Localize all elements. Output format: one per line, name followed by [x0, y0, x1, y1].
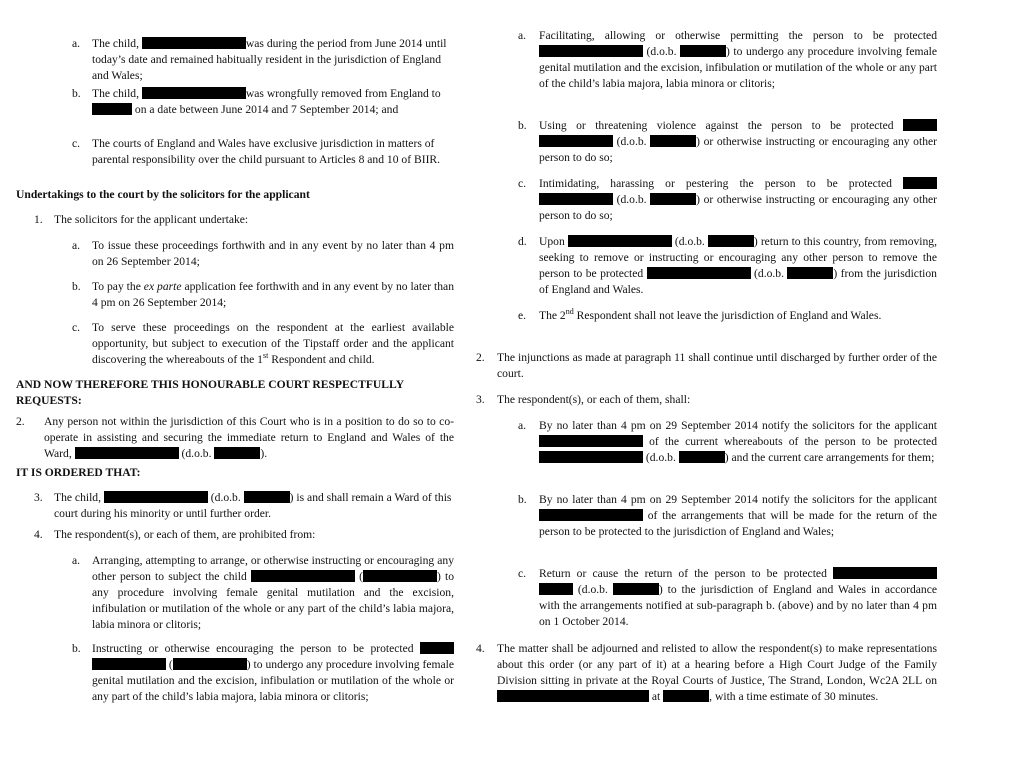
recital-b-text: The child, was wrongfully removed from England to on a date between June 2014 and 7 September 2014; and	[92, 87, 441, 116]
prohibition-cont-a-label: a.	[518, 29, 527, 42]
redaction-bar	[104, 491, 208, 503]
prohibition-cont-a-text: Facilitating, allowing or otherwise permitting the person to be protected (d.o.b. ) to undergo any procedure involving female genital mutilation and the excision, infibulation or mutilation of the whole or any part of the child’s labia majora, labia minora or clitoris;	[539, 29, 937, 90]
undertaking-a-text: To issue these proceedings forthwith and in any event by no later than 4 pm on 26 September 2014;	[92, 239, 454, 268]
prohibition-cont-c-label: c.	[518, 177, 527, 190]
request-2-text: Any person not within the jurisdiction of this Court who is in a position to do so to co-operate in assisting and securing the immediate return to England and Wales of the Ward, (d.o.b. ).	[44, 415, 454, 460]
redaction-bar	[497, 690, 649, 702]
redaction-bar	[92, 658, 166, 670]
redaction-bar	[363, 570, 437, 582]
redaction-bar	[539, 193, 613, 205]
order-4-label: 4.	[34, 528, 43, 541]
redaction-bar	[75, 447, 179, 459]
redaction-bar	[679, 451, 725, 463]
undertaking-b-text: To pay the ex parte application fee forthwith and in any event by no later than 4 pm on 26 September 2014;	[92, 280, 455, 309]
recital-c-label: c.	[72, 137, 81, 150]
order-r2-label: 2.	[476, 351, 485, 364]
shall-c-text: Return or cause the return of the person to be protected (d.o.b. ) to the jurisdiction of England and Wales in accordance with the arrangements notified at sub-paragraph b. (above) and by no later than 4 pm on 1 October 2014.	[539, 567, 938, 628]
redaction-bar	[903, 119, 937, 131]
prohibition-cont-e-text: The 2nd Respondent shall not leave the jurisdiction of England and Wales.	[539, 307, 882, 322]
recital-a-label: a.	[72, 37, 81, 50]
redaction-bar	[680, 45, 726, 57]
redaction-bar	[539, 583, 573, 595]
redaction-bar	[251, 570, 355, 582]
redaction-bar	[650, 135, 696, 147]
redaction-bar	[539, 45, 643, 57]
redaction-bar	[663, 690, 709, 702]
order-r4-label: 4.	[476, 642, 485, 655]
prohibition-b-label: b.	[72, 642, 81, 655]
ordinal-suffix: st	[262, 351, 269, 361]
prohibition-cont-d-label: d.	[518, 235, 527, 248]
order-r2-text: The injunctions as made at paragraph 11 shall continue until discharged by further order of the court.	[497, 351, 937, 380]
redaction-bar	[92, 103, 132, 115]
prohibition-cont-b-text: Using or threatening violence against the person to be protected (d.o.b. ) or otherwise instructing or encouraging any other person to do so;	[539, 119, 937, 164]
redaction-bar	[173, 658, 247, 670]
shall-a-label: a.	[518, 419, 527, 432]
order-3-text: The child, (d.o.b. ) is and shall remain a Ward of this court during his minority or until further order.	[54, 491, 452, 520]
redaction-bar	[787, 267, 833, 279]
redaction-bar	[903, 177, 937, 189]
requests-heading: AND NOW THEREFORE THIS HONOURABLE COURT RESPECTFULLY REQUESTS:	[16, 378, 404, 407]
prohibition-cont-b-label: b.	[518, 119, 527, 132]
redaction-bar	[214, 447, 260, 459]
redaction-bar	[539, 509, 643, 521]
undertaking-a-label: a.	[72, 239, 81, 252]
undertakings-heading: Undertakings to the court by the solicitors for the applicant	[16, 188, 310, 201]
prohibition-b-text: Instructing or otherwise encouraging the person to be protected ( ) to undergo any procedure involving female genital mutilation and the excision, infibulation or mutilation of the whole or any part of the child’s labia majora, labia minora or clitoris;	[92, 642, 454, 703]
prohibition-cont-d-text: Upon (d.o.b. ) return to this country, from removing, seeking to remove or instructing or encouraging any other person to remove the person to be protected (d.o.b. ) from the jurisdiction of England and Wales.	[539, 235, 937, 296]
redaction-bar	[142, 37, 246, 49]
order-r4-text: The matter shall be adjourned and relisted to allow the respondent(s) to make representations about this order (or any part of it) at a hearing before a High Court Judge of the Family Division sitting in private at the Royal Courts of Justice, The Strand, London, Wc2A 2LL on at , with a time estimate of 30 minutes.	[497, 642, 937, 703]
undertaking-b-label: b.	[72, 280, 81, 293]
prohibition-a-label: a.	[72, 554, 81, 567]
undertaking-intro-label: 1.	[34, 213, 43, 226]
order-r3-text: The respondent(s), or each of them, shall:	[497, 393, 691, 406]
redaction-bar	[539, 135, 613, 147]
redaction-bar	[650, 193, 696, 205]
italic-term: ex parte	[143, 280, 182, 293]
prohibition-a-text: Arranging, attempting to arrange, or otherwise instructing or encouraging any other person to subject the child ( ) to any procedure involving female genital mutilation and the excision, infibulation or mutilation of the whole or any part of the child’s labia majora, labia minora or clitoris;	[92, 554, 454, 631]
redaction-bar	[568, 235, 672, 247]
undertaking-c-text: To serve these proceedings on the respondent at the earliest available opportunity, but subject to execution of the Tipstaff order and the applicant discovering the whereabouts of the 1st Respondent and child.	[92, 321, 454, 366]
redaction-bar	[244, 491, 290, 503]
shall-b-label: b.	[518, 493, 527, 506]
redaction-bar	[613, 583, 659, 595]
undertaking-intro-text: The solicitors for the applicant undertake:	[54, 213, 249, 226]
shall-b-text: By no later than 4 pm on 29 September 2014 notify the solicitors for the applicant of the arrangements that will be made for the return of the person to be protected to the jurisdiction of England and Wales;	[539, 493, 937, 538]
ordered-heading: IT IS ORDERED THAT:	[16, 466, 141, 479]
recital-c-text: The courts of England and Wales have exclusive jurisdiction in matters of parental responsibility over the child pursuant to Articles 8 and 10 of BIIR.	[92, 137, 441, 166]
redaction-bar	[708, 235, 754, 247]
prohibition-cont-c-text: Intimidating, harassing or pestering the person to be protected (d.o.b. ) or otherwise instructing or encouraging any other person to do so;	[539, 177, 937, 222]
order-4-text: The respondent(s), or each of them, are prohibited from:	[54, 528, 316, 541]
redaction-bar	[539, 435, 643, 447]
undertaking-c-label: c.	[72, 321, 81, 334]
redaction-bar	[539, 451, 643, 463]
order-3-label: 3.	[34, 491, 43, 504]
redaction-bar	[420, 642, 454, 654]
order-r3-label: 3.	[476, 393, 485, 406]
redaction-bar	[142, 87, 246, 99]
shall-c-label: c.	[518, 567, 527, 580]
redaction-bar	[833, 567, 937, 579]
ordinal-suffix: nd	[565, 307, 574, 317]
request-2-label: 2.	[16, 415, 25, 428]
recital-a-text: The child, was during the period from June 2014 until today’s date and remained habitually resident in the jurisdiction of England and Wales;	[92, 37, 447, 82]
redaction-bar	[647, 267, 751, 279]
prohibition-cont-e-label: e.	[518, 309, 527, 322]
shall-a-text: By no later than 4 pm on 29 September 2014 notify the solicitors for the applicant of the current whereabouts of the person to be protected (d.o.b. ) and the current care arrangements for them;	[539, 419, 937, 464]
recital-b-label: b.	[72, 87, 81, 100]
